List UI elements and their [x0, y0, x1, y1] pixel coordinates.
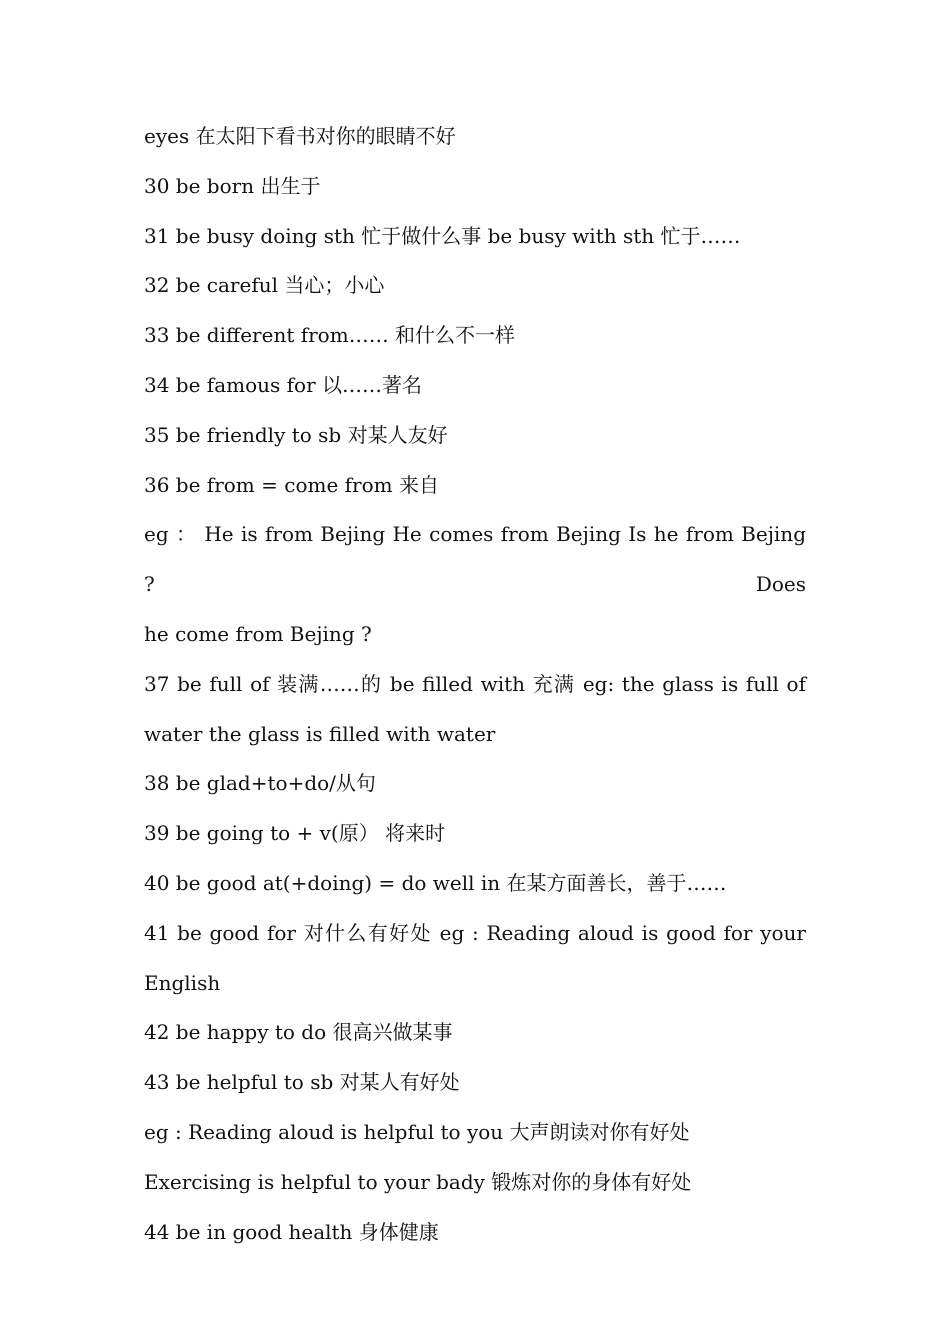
- text-line: Exercising is helpful to your bady 锻炼对你的身体有好处: [144, 1169, 692, 1194]
- text-line: English: [144, 970, 221, 995]
- text-line: 30 be born 出生于: [144, 173, 321, 198]
- text-line: 44 be in good health 身体健康: [144, 1219, 439, 1244]
- text-line: 35 be friendly to sb 对某人友好: [144, 422, 448, 447]
- text-line: 36 be from = come from 来自: [144, 472, 439, 497]
- text-line: 40 be good at(+doing) = do well in 在某方面善长，善于……: [144, 870, 727, 895]
- text-line: eg ： He is from Bejing He comes from Bejing Is he from Bejing ? Does: [144, 522, 806, 597]
- text-line: 37 be full of 装满……的 be filled with 充满 eg: the glass is full of: [144, 671, 806, 696]
- text-line: 41 be good for 对什么有好处 eg : Reading aloud is good for your: [144, 920, 806, 945]
- text-line: 31 be busy doing sth 忙于做什么事 be busy with sth 忙于……: [144, 223, 741, 248]
- text-line: 38 be glad+to+do/从句: [144, 771, 376, 796]
- text-line: 32 be careful 当心；小心: [144, 273, 385, 298]
- text-line: 43 be helpful to sb 对某人有好处: [144, 1070, 460, 1095]
- text-line: 42 be happy to do 很高兴做某事: [144, 1020, 453, 1045]
- text-line: eg : Reading aloud is helpful to you 大声朗读对你有好处: [144, 1119, 690, 1144]
- document-body: [144, 112, 806, 1257]
- text-line: 33 be different from…… 和什么不一样: [144, 323, 516, 348]
- text-line: he come from Bejing ?: [144, 621, 372, 646]
- text-line: water the glass is filled with water: [144, 721, 496, 746]
- text-line: 34 be famous for 以……著名: [144, 372, 422, 397]
- text-line: 39 be going to + v(原） 将来时: [144, 821, 446, 846]
- text-line: eyes 在太阳下看书对你的眼睛不好: [144, 124, 456, 148]
